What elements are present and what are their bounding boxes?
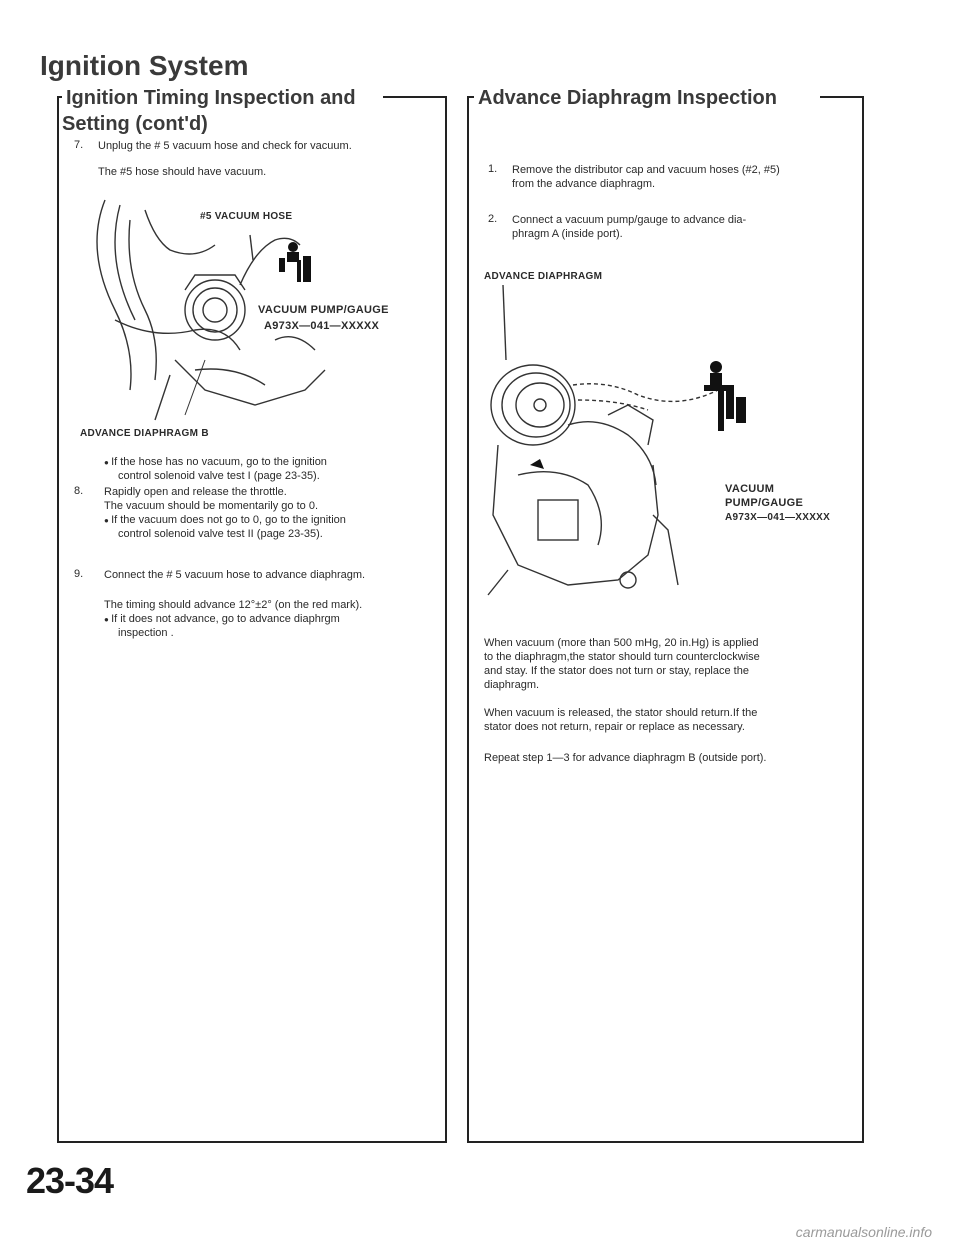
figure-label-hose: #5 VACUUM HOSE xyxy=(200,211,293,222)
step-1-text-cont: from the advance diaphragm. xyxy=(512,178,656,190)
step-9-text: Connect the # 5 vacuum hose to advance diaphragm. xyxy=(104,569,366,581)
bullet-no-advance-cont: inspection . xyxy=(118,627,174,639)
vacuum-applied-para: When vacuum (more than 500 mHg, 20 in.Hg) is applied xyxy=(484,637,759,649)
bullet-not-zero-cont: control solenoid valve test II (page 23-35). xyxy=(118,528,323,540)
vacuum-released-para-2: stator does not return, repair or replace as necessary. xyxy=(484,721,745,733)
step-7-note: The #5 hose should have vacuum. xyxy=(98,166,267,178)
step-7-number: 7. xyxy=(74,139,84,151)
figure-label-gauge: VACUUM PUMP/GAUGE xyxy=(258,304,389,316)
page-number: 23-34 xyxy=(26,1160,114,1201)
vacuum-released-para: When vacuum is released, the stator should return.If the xyxy=(484,707,758,719)
left-frame-top-edge-right xyxy=(383,96,445,98)
right-section-frame xyxy=(467,96,864,1143)
step-9-number: 9. xyxy=(74,568,84,580)
vacuum-applied-para-3: and stay. If the stator does not turn or stay, replace the xyxy=(484,665,749,677)
step-8-note: The vacuum should be momentarily go to 0. xyxy=(104,500,319,512)
step-2-text: Connect a vacuum pump/gauge to advance dia- xyxy=(512,214,747,226)
figure-label-diaphragm-b: ADVANCE DIAPHRAGM B xyxy=(80,428,209,439)
figure-label-gauge-part-number: A973X—041—XXXXX xyxy=(725,512,831,523)
repeat-step-para: Repeat step 1—3 for advance diaphragm B (outside port). xyxy=(484,752,767,764)
vacuum-applied-para-2: to the diaphragm,the stator should turn counterclockwise xyxy=(484,651,760,663)
right-frame-top-edge-right xyxy=(820,96,862,98)
step-7-text: Unplug the # 5 vacuum hose and check for vacuum. xyxy=(98,140,352,152)
figure-label-vacuum: VACUUM xyxy=(725,483,775,495)
step-8-text: Rapidly open and release the throttle. xyxy=(104,486,287,498)
step-1-text: Remove the distributor cap and vacuum hoses (#2, #5) xyxy=(512,164,780,176)
advance-diaphragm-figure xyxy=(478,285,778,605)
figure-label-gauge-part: A973X—041—XXXXX xyxy=(264,320,380,332)
step-9-note: The timing should advance 12°±2° (on the red mark). xyxy=(104,599,363,611)
step-8-number: 8. xyxy=(74,485,84,497)
step-2-number: 2. xyxy=(488,213,498,225)
right-section-heading: Advance Diaphragm Inspection xyxy=(474,86,781,110)
left-section-heading-cont: Setting (cont'd) xyxy=(62,112,212,136)
step-2-text-cont: phragm A (inside port). xyxy=(512,228,623,240)
figure-label-advance-diaphragm: ADVANCE DIAPHRAGM xyxy=(484,271,603,282)
watermark: carmanualsonline.info xyxy=(795,1224,932,1240)
bullet-not-zero: ● If the vacuum does not go to 0, go to the ignition xyxy=(104,513,346,528)
page-title: Ignition System xyxy=(40,50,249,81)
figure-label-pump-gauge: PUMP/GAUGE xyxy=(725,497,804,509)
step-1-number: 1. xyxy=(488,163,498,175)
vacuum-applied-para-4: diaphragm. xyxy=(484,679,540,691)
bullet-no-vacuum: ● If the hose has no vacuum, go to the ignition xyxy=(104,455,327,470)
bullet-no-advance: ● If it does not advance, go to advance diaphrgm xyxy=(104,612,340,627)
left-section-heading: Ignition Timing Inspection and xyxy=(62,86,360,110)
bullet-no-vacuum-cont: control solenoid valve test I (page 23-35). xyxy=(118,470,320,482)
